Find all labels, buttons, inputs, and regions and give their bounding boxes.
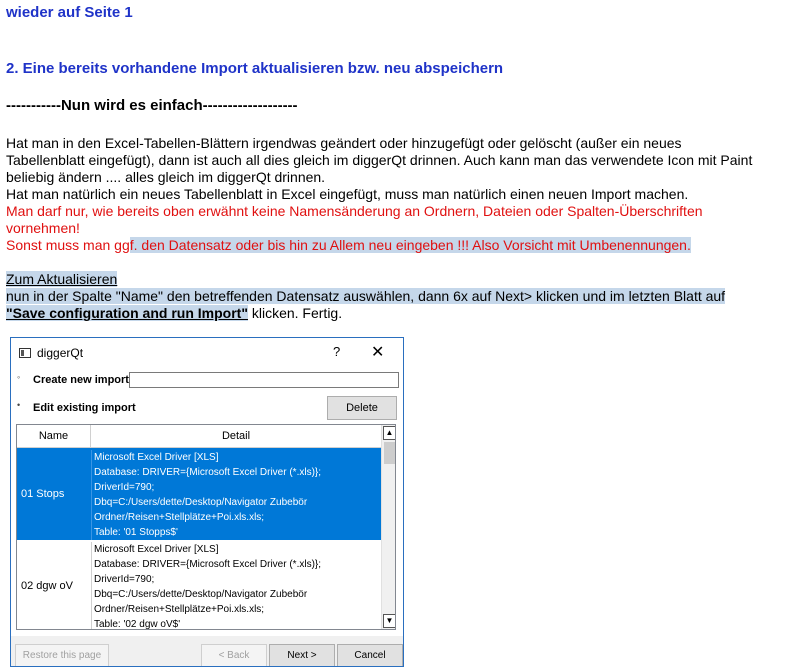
paragraph-line: beliebig ändern .... alles gleich im diggerQt drinnen. xyxy=(6,169,326,185)
update-instruction-text: nun in der Spalte "Name" den betreffenden Datensatz auswählen, dann 6x auf Next> klicken und im letzten Blatt auf xyxy=(6,288,726,304)
column-header-name[interactable]: Name xyxy=(17,425,91,447)
detail-line: Dbq=C:/Users/dette/Desktop/Navigator Zubebör xyxy=(94,589,308,600)
cancel-button[interactable]: Cancel xyxy=(337,644,403,667)
detail-line: Table: '02 dgw oV$' xyxy=(94,619,181,630)
update-heading-text: Zum Aktualisieren xyxy=(6,271,118,287)
table-row[interactable] xyxy=(17,448,381,540)
create-new-label: Create new import xyxy=(33,374,129,386)
update-line xyxy=(6,288,725,305)
row-name: 02 dgw oV xyxy=(21,580,73,592)
paragraph-line: Tabellenblatt eingefügt), dann ist auch all dies gleich im diggerQt drinnen. Auch kann man das verwendete Icon mit Paint xyxy=(6,152,753,168)
detail-line: Dbq=C:/Users/dette/Desktop/Navigator Zubebör xyxy=(94,497,308,508)
finish-text: klicken. Fertig. xyxy=(247,305,343,321)
detail-line: Database: DRIVER={Microsoft Excel Driver (*.xls)}; xyxy=(94,467,322,478)
delete-button[interactable]: Delete xyxy=(327,396,397,420)
table-row[interactable] xyxy=(17,540,381,630)
row-name: 01 Stops xyxy=(21,488,65,500)
detail-line: Database: DRIVER={Microsoft Excel Driver (*.xls)}; xyxy=(94,559,322,570)
paragraph-line: Hat man in den Excel-Tabellen-Blättern irgendwas geändert oder hinzugefügt oder gelöscht (außer ein neues xyxy=(6,135,682,151)
warning-text-start: Sonst muss man gg xyxy=(6,237,130,253)
dialog-titlebar xyxy=(11,338,403,368)
table-header xyxy=(17,425,381,448)
app-icon xyxy=(19,348,31,358)
imports-table xyxy=(16,424,396,630)
diggerqt-dialog xyxy=(10,337,404,667)
detail-line: Microsoft Excel Driver [XLS] xyxy=(94,544,219,555)
warning-line xyxy=(6,237,691,254)
subheading: -----------Nun wird es einfach------------------- xyxy=(6,97,298,114)
next-button[interactable]: Next > xyxy=(269,644,335,667)
section-heading: 2. Eine bereits vorhandene Import aktualisieren bzw. neu abspeichern xyxy=(6,60,504,77)
detail-line: DriverId=790; xyxy=(94,574,155,585)
close-button[interactable]: ✕ xyxy=(371,344,385,361)
create-new-input[interactable] xyxy=(129,372,399,388)
edit-existing-radio[interactable]: • xyxy=(17,400,21,410)
detail-line: DriverId=790; xyxy=(94,482,155,493)
dialog-footer xyxy=(11,636,403,666)
warning-line: vornehmen! xyxy=(6,220,80,236)
vertical-scrollbar[interactable] xyxy=(381,425,396,629)
edit-existing-label: Edit existing import xyxy=(33,402,136,414)
dialog-title: diggerQt xyxy=(37,346,84,360)
detail-line: Table: '01 Stopps$' xyxy=(94,527,178,538)
update-heading xyxy=(6,271,117,288)
create-new-radio[interactable]: ◦ xyxy=(17,372,21,382)
row-detail xyxy=(91,542,382,630)
column-header-detail[interactable]: Detail xyxy=(221,430,251,442)
back-to-page-1-text: wieder auf Seite 1 xyxy=(6,4,133,21)
detail-line: Ordner/Reisen+Stellplätze+Poi.xls.xls; xyxy=(94,512,265,523)
back-button[interactable]: < Back xyxy=(201,644,267,667)
row-detail xyxy=(91,450,382,540)
scroll-thumb[interactable] xyxy=(384,442,395,464)
detail-line: Ordner/Reisen+Stellplätze+Poi.xls.xls; xyxy=(94,604,265,615)
paragraph-line: Hat man natürlich ein neues Tabellenblatt in Excel eingefügt, muss man natürlich einen neuen Import machen. xyxy=(6,186,689,202)
restore-page-button[interactable]: Restore this page xyxy=(15,644,109,667)
warning-text-highlighted: f. den Datensatz oder bis hin zu Allem neu eingeben !!! Also Vorsicht mit Umbenennungen. xyxy=(129,237,691,253)
warning-line: Man darf nur, wie bereits oben erwähnt keine Namensänderung an Ordnern, Dateien oder Spalten-Überschriften xyxy=(6,203,703,219)
detail-line: Microsoft Excel Driver [XLS] xyxy=(94,452,219,463)
update-line xyxy=(6,305,342,322)
scroll-up-icon[interactable]: ▲ xyxy=(383,426,396,440)
save-config-text: "Save configuration and run Import" xyxy=(6,305,248,321)
scroll-down-icon[interactable]: ▼ xyxy=(383,614,396,628)
help-button[interactable]: ? xyxy=(333,344,341,359)
